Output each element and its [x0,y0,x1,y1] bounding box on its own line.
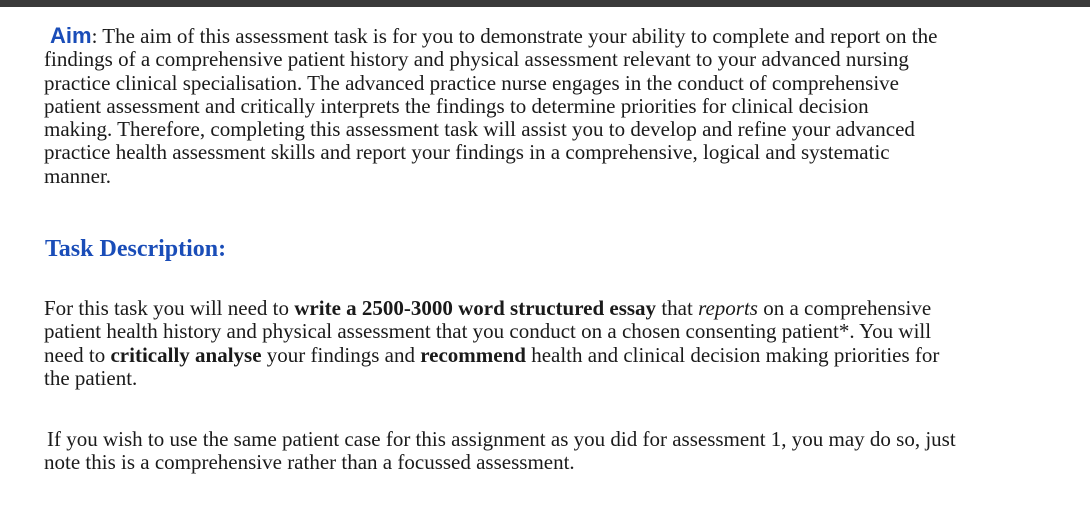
note-line-1: If you wish to use the same patient case for this assignment as you did for assessment 1, you may do so, just [47,427,956,451]
task-line-4: the patient. [44,365,138,390]
task-line-1b: that [656,296,699,320]
note-line-2: note this is a comprehensive rather than a focussed assessment. [44,450,575,475]
aim-paragraph [44,24,937,188]
aim-line-1: The aim of this assessment task is for you to demonstrate your ability to complete and report on the [97,24,938,48]
task-description-heading: Task Description: [45,236,227,262]
task-line-3c: health and clinical decision making priorities for [525,342,940,367]
task-paragraph [44,297,939,390]
aim-label: Aim [50,23,92,48]
aim-colon: : [91,24,98,48]
aim-line-2: findings of a comprehensive patient history and physical assessment relevant to your advanced nursing [44,47,909,72]
aim-line-7: manner. [44,163,112,188]
task-recommend-emphasis: recommend [420,342,526,367]
aim-line-3: practice clinical specialisation. The advanced practice nurse engages in the conduct of comprehensive [44,70,899,95]
aim-line-5: making. Therefore, completing this assessment task will assist you to develop and refine your advanced [44,117,915,142]
task-word-count-emphasis: write a 2500-3000 word structured essay [294,296,657,320]
task-line-2: patient health history and physical assessment that you conduct on a chosen consenting patient*. You will [44,319,932,344]
task-line-3b: your findings and [261,342,421,367]
note-paragraph [44,428,956,475]
task-line-1c: on a comprehensive [757,296,932,320]
aim-line-6: practice health assessment skills and report your findings in a comprehensive, logical and systematic [44,140,890,165]
task-line-3a: need to [44,342,111,367]
task-line-1a: For this task you will need to [44,296,295,320]
task-critically-analyse-emphasis: critically analyse [110,342,262,367]
task-reports-emphasis: reports [698,296,758,320]
aim-line-4: patient assessment and critically interprets the findings to determine priorities for clinical decision [44,93,869,118]
